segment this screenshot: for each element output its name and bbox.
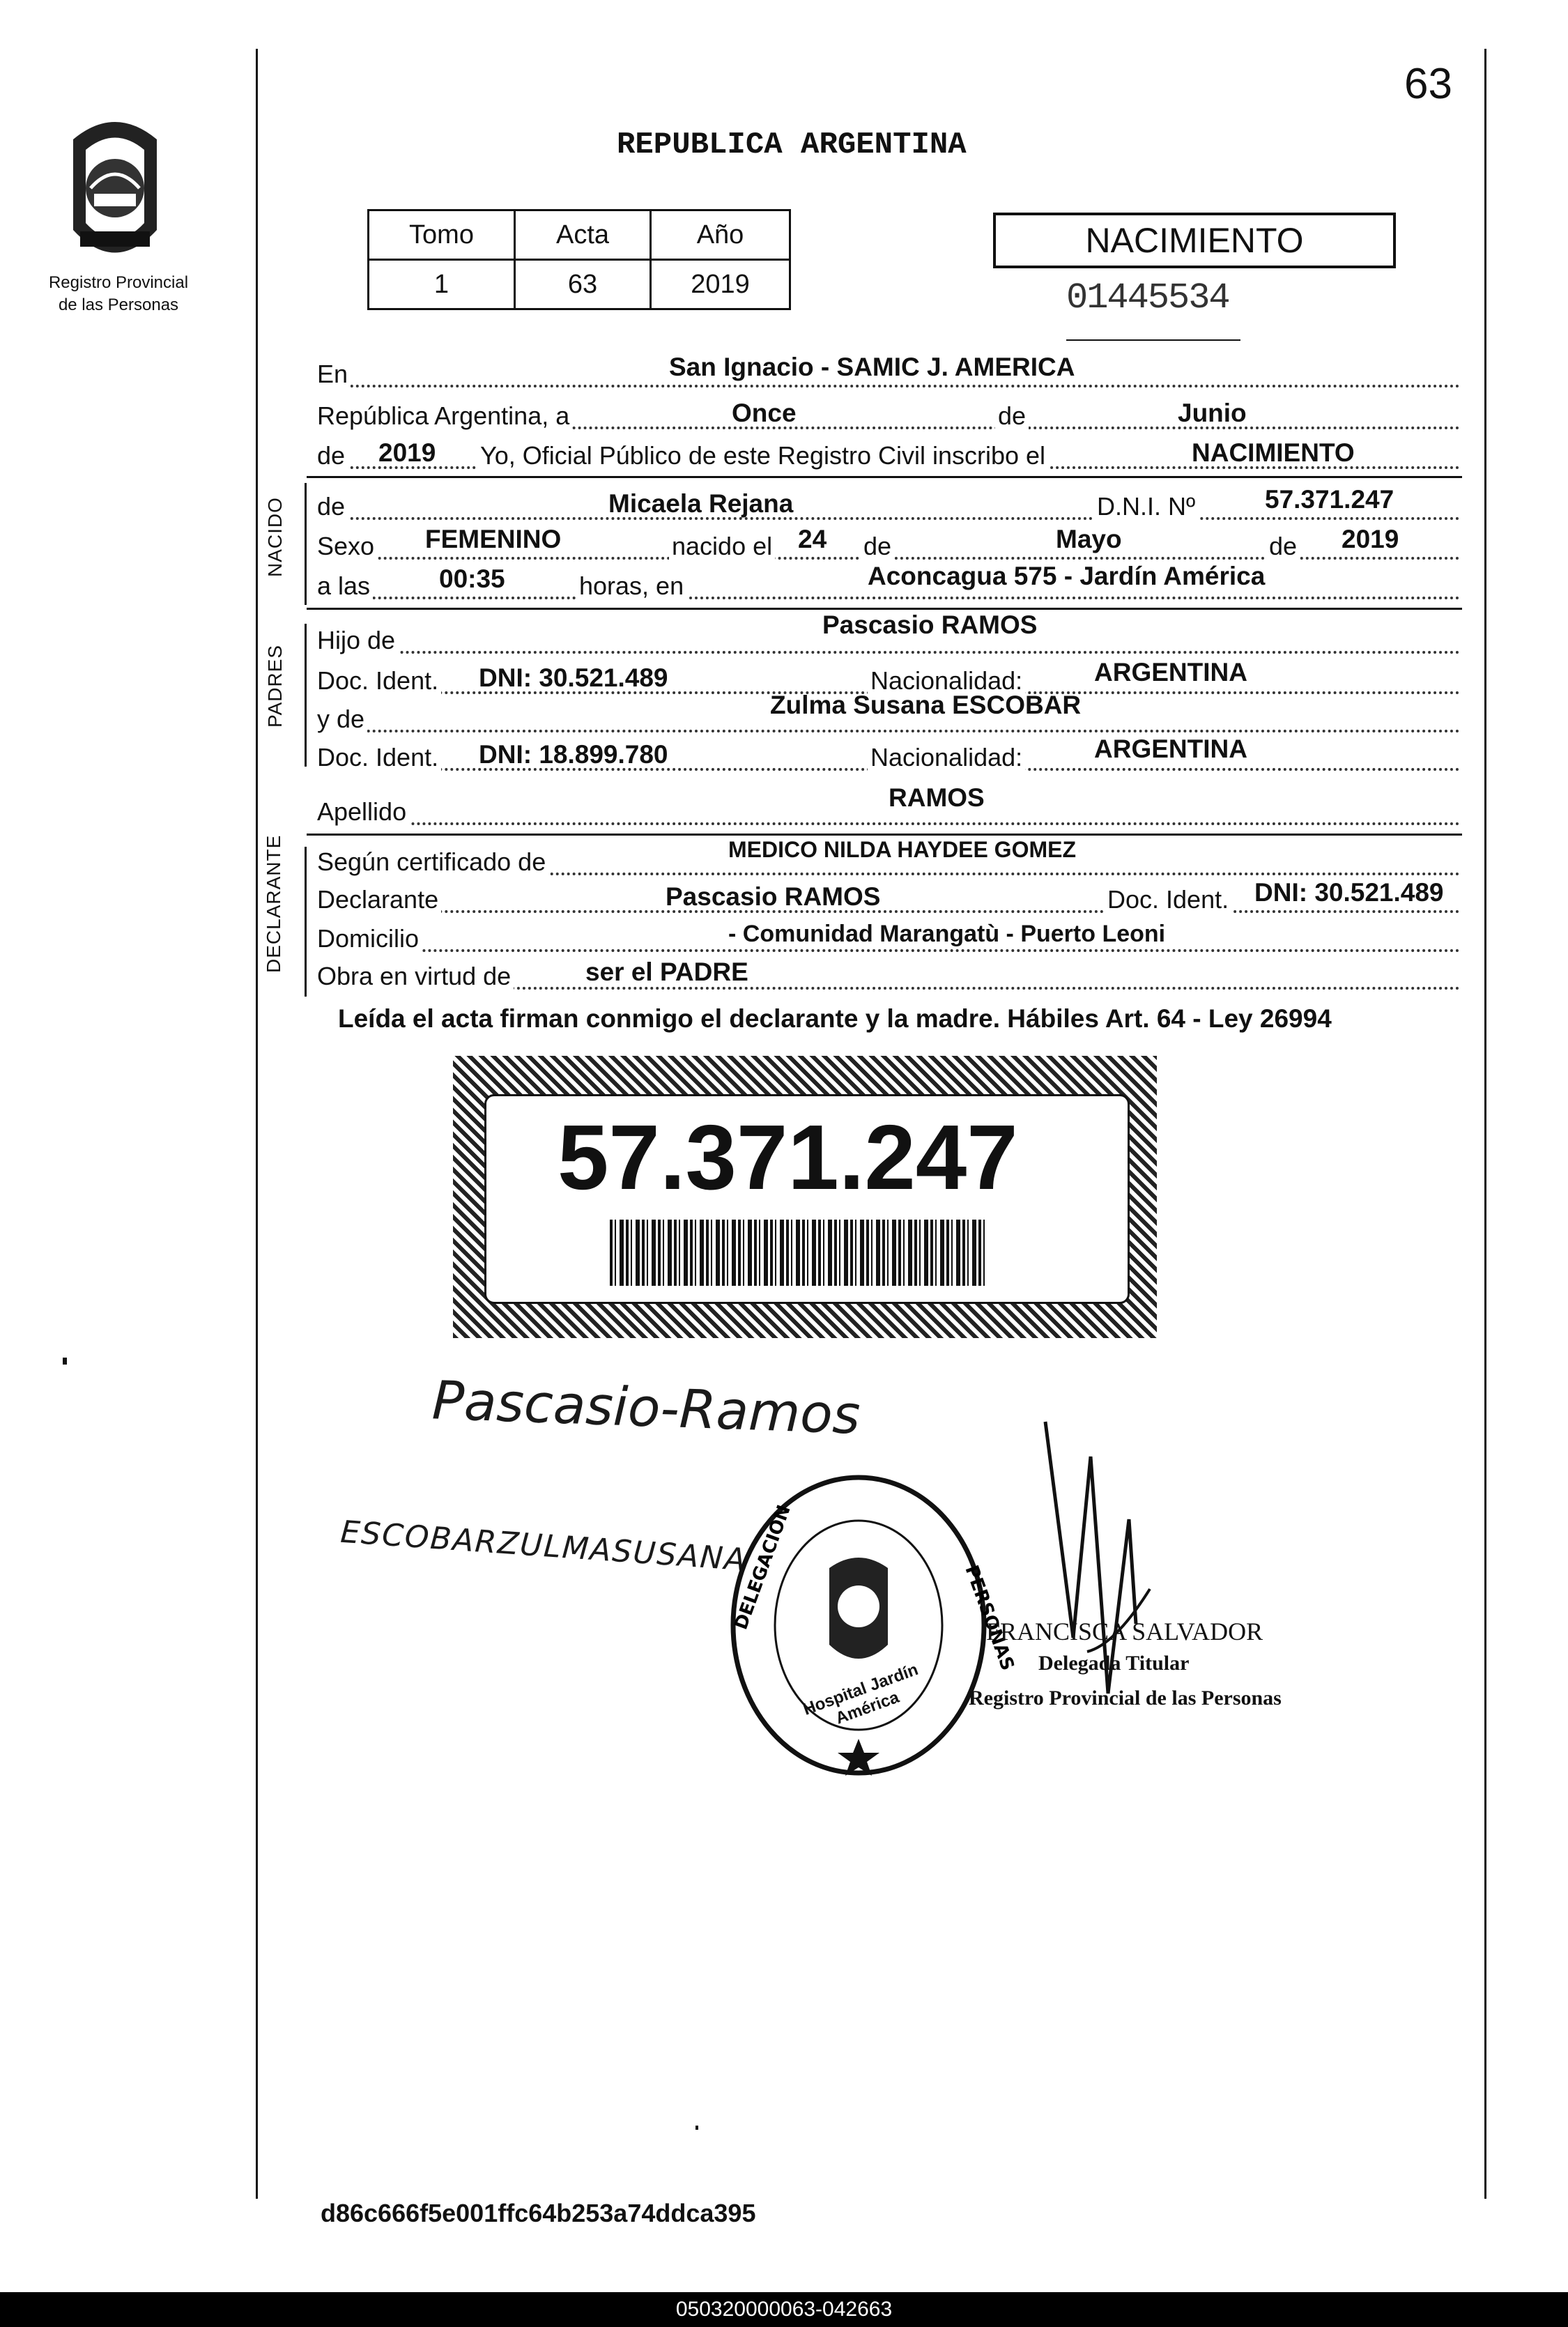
- label-hijo-de: Hijo de: [317, 626, 398, 655]
- row-year: [317, 436, 1460, 476]
- label-de-byear: de: [1266, 532, 1300, 561]
- svg-text:DELEGACION: DELEGACION: [730, 1502, 795, 1633]
- record-table-header-row: [369, 210, 790, 260]
- declarante-bracket: [305, 847, 307, 997]
- value-birth-year: 2019: [1342, 525, 1399, 553]
- row-nacido-name: [317, 486, 1460, 527]
- header-tomo: Tomo: [369, 210, 515, 260]
- value-day: Once: [732, 399, 797, 427]
- serial-underline: [1066, 339, 1240, 341]
- row-hora: [317, 562, 1460, 606]
- serial-number: 01445534: [1066, 277, 1229, 318]
- value-inscribe-type: NACIMIENTO: [1192, 438, 1355, 467]
- value-year: 2019: [378, 438, 436, 467]
- right-margin-line: [1484, 49, 1486, 2199]
- label-horas-en: horas, en: [576, 571, 686, 601]
- divider-nacido: [307, 608, 1462, 610]
- label-nacido-el: nacido el: [669, 532, 775, 561]
- label-father-doc: Doc. Ident.: [317, 666, 441, 696]
- dni-sticker: [453, 1056, 1157, 1338]
- record-type-box: [993, 213, 1396, 268]
- row-obra: [317, 956, 1460, 997]
- label-a-las: a las: [317, 571, 373, 601]
- label-mother-nat: Nacionalidad:: [868, 743, 1025, 772]
- officer-name: FRANCISCA SALVADOR: [986, 1618, 1263, 1645]
- value-month: Junio: [1178, 399, 1247, 427]
- row-en: [317, 354, 1460, 394]
- label-en: En: [317, 360, 351, 389]
- label-de-month: de: [995, 401, 1029, 431]
- value-mother-doc: DNI: 18.899.780: [479, 740, 668, 769]
- padres-bracket: [305, 624, 307, 767]
- label-father-nat: Nacionalidad:: [868, 666, 1025, 696]
- value-birth-day: 24: [798, 525, 827, 553]
- value-domicilio: - Comunidad Marangatù - Puerto Leoni: [728, 921, 1166, 947]
- value-father-doc: DNI: 30.521.489: [479, 663, 668, 692]
- header-ano: Año: [651, 210, 790, 260]
- section-nacido: NACIDO: [264, 497, 286, 577]
- record-table-value-row: [369, 260, 790, 309]
- father-signature: Pascasio-Ramos: [431, 1369, 861, 1446]
- label-decl-doc: Doc. Ident.: [1105, 885, 1231, 914]
- value-apellido: RAMOS: [889, 783, 985, 812]
- value-mother: Zulma Susana ESCOBAR: [770, 691, 1082, 719]
- footer-code: 050320000063-042663: [675, 2298, 893, 2321]
- value-sexo: FEMENINO: [425, 525, 562, 553]
- value-birth-place: Aconcagua 575 - Jardín América: [868, 562, 1266, 590]
- row-hijo-de: [317, 610, 1460, 661]
- svg-text:PERSONAS: PERSONAS: [960, 1562, 1018, 1674]
- dni-barcode: [610, 1220, 986, 1286]
- country-title: REPUBLICA ARGENTINA: [617, 128, 967, 162]
- nacido-bracket: [305, 483, 307, 605]
- value-birth-month: Mayo: [1056, 525, 1122, 553]
- stray-dot-2: [695, 2126, 698, 2130]
- stray-dot: [63, 1358, 67, 1365]
- agency-name-line1: Registro Provincial: [48, 273, 189, 292]
- label-de-bmonth: de: [861, 532, 894, 561]
- agency-logo: [59, 112, 171, 272]
- row-apellido: [317, 783, 1460, 832]
- stamp-inner-text: Hospital Jardín América: [800, 1660, 921, 1728]
- footer-bar: [0, 2292, 1568, 2327]
- officer-org: Registro Provincial de las Personas: [969, 1687, 1282, 1710]
- divider-intro: [307, 476, 1462, 478]
- label-domicilio: Domicilio: [317, 924, 422, 953]
- value-tomo: 1: [369, 260, 515, 309]
- page-number: 63: [1404, 60, 1452, 108]
- row-certificado: [317, 837, 1460, 882]
- value-father-nat: ARGENTINA: [1094, 658, 1247, 686]
- section-declarante: DECLARANTE: [263, 834, 284, 973]
- row-republica: [317, 396, 1460, 436]
- record-type: NACIMIENTO: [1085, 221, 1304, 260]
- label-dni: D.N.I. Nº: [1094, 492, 1198, 521]
- label-sexo: Sexo: [317, 532, 377, 561]
- divider-apellido: [307, 834, 1462, 836]
- value-certificado: MEDICO NILDA HAYDEE GOMEZ: [728, 837, 1076, 862]
- section-padres: PADRES: [264, 644, 286, 728]
- value-time: 00:35: [439, 565, 505, 593]
- label-mother-doc: Doc. Ident.: [317, 743, 441, 772]
- official-stamp: [725, 1470, 1018, 1781]
- row-y-de: [317, 691, 1460, 739]
- row-mother-doc: [317, 737, 1460, 778]
- value-decl-doc: DNI: 30.521.489: [1254, 878, 1444, 907]
- agency-name-line2: de las Personas: [58, 295, 179, 314]
- value-ano: 2019: [651, 260, 790, 309]
- label-de-name: de: [317, 492, 348, 521]
- value-obra: ser el PADRE: [585, 958, 748, 986]
- value-acta: 63: [515, 260, 651, 309]
- value-child-name: Micaela Rejana: [608, 489, 794, 518]
- dni-sticker-number: 57.371.247: [558, 1106, 1018, 1208]
- label-republica: República Argentina, a: [317, 401, 572, 431]
- label-de-year: de: [317, 441, 348, 470]
- mother-signature: ESCOBARZULMASUSANA: [339, 1514, 748, 1579]
- record-table: [367, 209, 791, 310]
- left-margin-line: [256, 49, 258, 2199]
- label-obra: Obra en virtud de: [317, 962, 514, 991]
- label-certificado: Según certificado de: [317, 847, 548, 877]
- value-declarante: Pascasio RAMOS: [666, 882, 881, 911]
- document-hash: d86c666f5e001ffc64b253a74ddca395: [321, 2199, 756, 2227]
- label-y-de: y de: [317, 705, 367, 734]
- value-father: Pascasio RAMOS: [822, 610, 1038, 639]
- row-domicilio: [317, 919, 1460, 959]
- label-yo: Yo, Oficial Público de este Registro Civil inscribo el: [477, 441, 1048, 470]
- value-mother-nat: ARGENTINA: [1094, 735, 1247, 763]
- value-place: San Ignacio - SAMIC J. AMERICA: [669, 353, 1075, 381]
- header-acta: Acta: [515, 210, 651, 260]
- row-sexo: [317, 526, 1460, 567]
- label-apellido: Apellido: [317, 797, 409, 827]
- row-declarante: [317, 880, 1460, 920]
- officer-title: Delegada Titular: [1038, 1652, 1190, 1675]
- label-declarante: Declarante: [317, 885, 441, 914]
- closing-text: Leída el acta firman conmigo el declarante y la madre. Hábiles Art. 64 - Ley 26994: [338, 1004, 1332, 1033]
- value-child-dni: 57.371.247: [1265, 485, 1394, 514]
